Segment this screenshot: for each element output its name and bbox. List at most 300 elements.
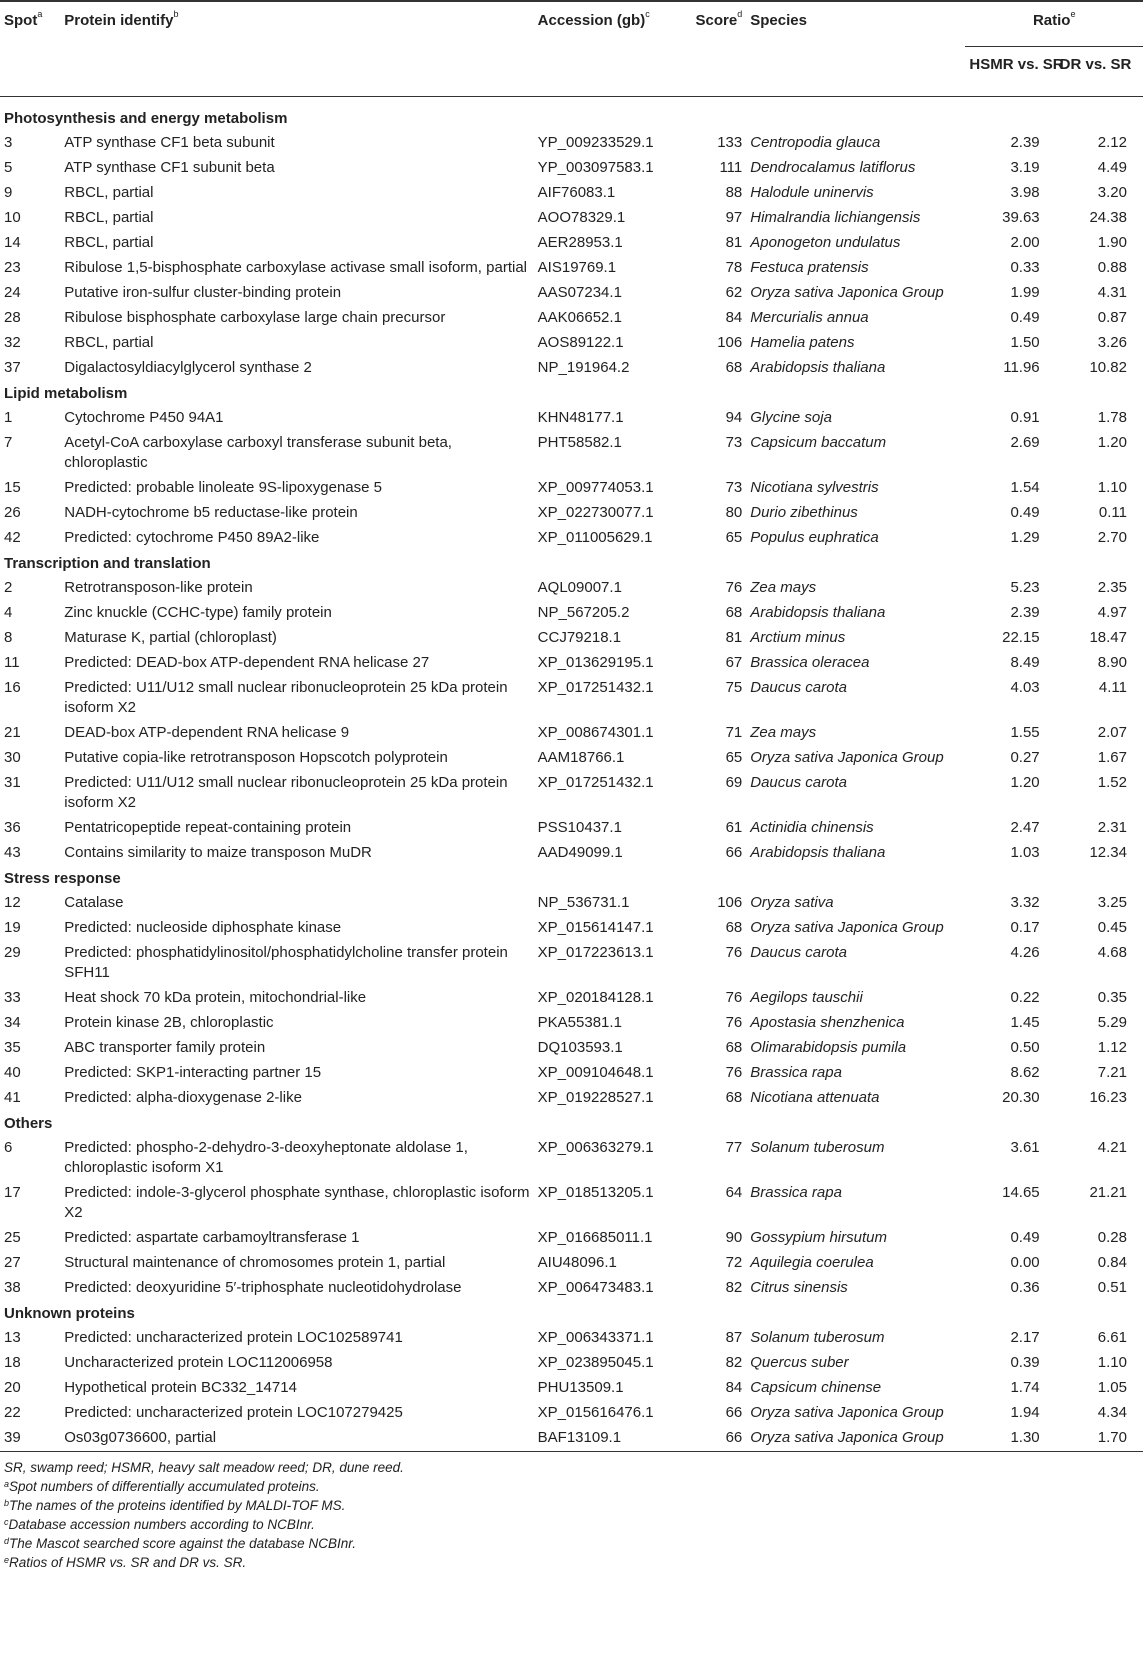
- ratio-dr-cell: 2.35: [1097, 579, 1127, 596]
- accession-cell: AAD49099.1: [537, 844, 623, 861]
- table-row: [0, 1011, 1143, 1036]
- score-cell: 106: [717, 334, 743, 351]
- score-cell: 61: [725, 819, 743, 836]
- ratio-dr-cell: 3.20: [1097, 184, 1127, 201]
- footnote-text: SR, swamp reed; HSMR, heavy salt meadow reed; DR, dune reed.: [4, 1460, 404, 1475]
- accession-cell: XP_009104648.1: [537, 1064, 654, 1081]
- species-cell: Oryza sativa Japonica Group: [750, 1404, 944, 1421]
- ratio-dr-cell: 4.49: [1097, 159, 1127, 176]
- ratio-dr-cell: 0.28: [1097, 1229, 1127, 1246]
- spot-cell: 32: [4, 334, 21, 351]
- protein-cell: Predicted: phospho-2-dehydro-3-deoxyheptonate aldolase 1, chloroplastic isoform X1: [64, 1139, 468, 1176]
- accession-cell: PHU13509.1: [537, 1379, 624, 1396]
- accession-cell: XP_009774053.1: [537, 479, 654, 496]
- score-cell: 76: [725, 579, 743, 596]
- species-cell: Brassica oleracea: [750, 654, 870, 671]
- footnote: [4, 1458, 1143, 1477]
- score-cell: 76: [725, 1064, 743, 1081]
- ratio-dr-cell: 2.31: [1097, 819, 1127, 836]
- accession-cell: AOS89122.1: [537, 334, 624, 351]
- protein-cell: Protein kinase 2B, chloroplastic: [64, 1014, 274, 1031]
- ratio-dr-cell: 7.21: [1097, 1064, 1127, 1081]
- ratio-dr-cell: 1.10: [1097, 1354, 1127, 1371]
- protein-cell: Catalase: [64, 894, 124, 911]
- table-row: [0, 1061, 1143, 1086]
- ratio-hsmr-cell: 2.39: [1010, 134, 1040, 151]
- protein-cell: Predicted: alpha-dioxygenase 2-like: [64, 1089, 302, 1106]
- ratio-hsmr-cell: 1.94: [1010, 1404, 1040, 1421]
- accession-cell: NP_536731.1: [537, 894, 630, 911]
- ratio-dr-cell: 0.45: [1097, 919, 1127, 936]
- protein-cell: ATP synthase CF1 subunit beta: [64, 159, 275, 176]
- ratio-hsmr-cell: 2.00: [1010, 234, 1040, 251]
- species-cell: Apostasia shenzhenica: [750, 1014, 905, 1031]
- header-species: Species: [750, 12, 807, 29]
- accession-cell: XP_013629195.1: [537, 654, 654, 671]
- spot-cell: 1: [4, 409, 13, 426]
- table-row: [0, 1376, 1143, 1401]
- ratio-dr-cell: 0.51: [1097, 1279, 1127, 1296]
- table-row: [0, 501, 1143, 526]
- table-row: [0, 256, 1143, 281]
- species-cell: Arabidopsis thaliana: [750, 359, 886, 376]
- ratio-hsmr-cell: 3.61: [1010, 1139, 1040, 1156]
- species-cell: Actinidia chinensis: [750, 819, 874, 836]
- ratio-hsmr-cell: 0.91: [1010, 409, 1040, 426]
- ratio-hsmr-cell: 1.54: [1010, 479, 1040, 496]
- species-cell: Quercus suber: [750, 1354, 849, 1371]
- spot-cell: 24: [4, 284, 21, 301]
- ratio-dr-cell: 6.61: [1097, 1329, 1127, 1346]
- ratio-hsmr-cell: 1.03: [1010, 844, 1040, 861]
- ratio-hsmr-cell: 4.03: [1010, 679, 1040, 696]
- footnote-text: The names of the proteins identified by MALDI-TOF MS.: [9, 1498, 346, 1513]
- accession-cell: AQL09007.1: [537, 579, 622, 596]
- spot-cell: 7: [4, 434, 13, 451]
- accession-cell: XP_011005629.1: [537, 529, 653, 546]
- ratio-dr-cell: 0.87: [1097, 309, 1127, 326]
- protein-cell: RBCL, partial: [64, 234, 154, 251]
- footnote-mark: d: [4, 1536, 10, 1546]
- protein-cell: Uncharacterized protein LOC112006958: [64, 1354, 333, 1371]
- accession-cell: XP_006473483.1: [537, 1279, 654, 1296]
- category-row: [0, 1301, 1143, 1326]
- category-label: Stress response: [4, 870, 121, 887]
- species-cell: Oryza sativa Japonica Group: [750, 919, 944, 936]
- spot-cell: 40: [4, 1064, 21, 1081]
- accession-cell: AIF76083.1: [537, 184, 616, 201]
- species-cell: Zea mays: [750, 724, 817, 741]
- ratio-dr-cell: 0.35: [1097, 989, 1127, 1006]
- footnotes: [0, 1451, 1143, 1572]
- protein-cell: RBCL, partial: [64, 184, 154, 201]
- ratio-hsmr-cell: 8.49: [1010, 654, 1040, 671]
- ratio-hsmr-cell: 1.20: [1010, 774, 1040, 791]
- species-cell: Himalrandia lichiangensis: [750, 209, 921, 226]
- spot-cell: 26: [4, 504, 21, 521]
- spot-cell: 18: [4, 1354, 21, 1371]
- score-cell: 73: [725, 434, 743, 451]
- protein-cell: ABC transporter family protein: [64, 1039, 266, 1056]
- accession-cell: XP_008674301.1: [537, 724, 654, 741]
- footnote: [4, 1477, 1143, 1496]
- ratio-hsmr-cell: 1.55: [1010, 724, 1040, 741]
- accession-cell: DQ103593.1: [537, 1039, 623, 1056]
- accession-cell: PHT58582.1: [537, 434, 622, 451]
- ratio-dr-cell: 1.90: [1097, 234, 1127, 251]
- header-spot: Spot$^a$: [4, 9, 43, 29]
- footnote-text: Ratios of HSMR vs. SR and DR vs. SR.: [9, 1555, 247, 1570]
- accession-cell: AIS19769.1: [537, 259, 617, 276]
- species-cell: Nicotiana sylvestris: [750, 479, 879, 496]
- category-label: Transcription and translation: [4, 555, 211, 572]
- protein-cell: Ribulose bisphosphate carboxylase large chain precursor: [64, 309, 446, 326]
- ratio-dr-cell: 3.26: [1097, 334, 1127, 351]
- ratio-hsmr-cell: 0.36: [1010, 1279, 1040, 1296]
- spot-cell: 4: [4, 604, 13, 621]
- score-cell: 68: [725, 919, 743, 936]
- protein-cell: Structural maintenance of chromosomes protein 1, partial: [64, 1254, 446, 1271]
- ratio-dr-cell: 2.07: [1097, 724, 1127, 741]
- spot-cell: 36: [4, 819, 21, 836]
- accession-cell: XP_015614147.1: [537, 919, 654, 936]
- species-cell: Dendrocalamus latiflorus: [750, 159, 916, 176]
- footnote-mark: e: [4, 1555, 10, 1565]
- table-row: [0, 1401, 1143, 1426]
- protein-cell: Putative copia-like retrotransposon Hopscotch polyprotein: [64, 749, 448, 766]
- ratio-hsmr-cell: 1.45: [1010, 1014, 1040, 1031]
- accession-cell: AER28953.1: [537, 234, 623, 251]
- ratio-dr-cell: 1.67: [1097, 749, 1127, 766]
- protein-cell: Predicted: SKP1-interacting partner 15: [64, 1064, 322, 1081]
- table-row: [0, 331, 1143, 356]
- spot-cell: 34: [4, 1014, 21, 1031]
- category-row: [0, 551, 1143, 576]
- footnote: [4, 1496, 1143, 1515]
- table-row: [0, 651, 1143, 676]
- table-row: [0, 181, 1143, 206]
- ratio-hsmr-cell: 0.39: [1010, 1354, 1040, 1371]
- table-row: [0, 131, 1143, 156]
- ratio-dr-cell: 4.34: [1097, 1404, 1127, 1421]
- ratio-dr-cell: 1.78: [1097, 409, 1127, 426]
- score-cell: 76: [725, 989, 743, 1006]
- spot-cell: 6: [4, 1139, 13, 1156]
- table-row: [0, 746, 1143, 771]
- score-cell: 84: [725, 309, 743, 326]
- spot-cell: 14: [4, 234, 21, 251]
- table-row: [0, 281, 1143, 306]
- table-row: [0, 916, 1143, 941]
- ratio-hsmr-cell: 20.30: [1002, 1089, 1040, 1106]
- ratio-dr-cell: 18.47: [1089, 629, 1127, 646]
- table-row: [0, 406, 1143, 431]
- species-cell: Aegilops tauschii: [750, 989, 863, 1006]
- species-cell: Arabidopsis thaliana: [750, 844, 886, 861]
- ratio-hsmr-cell: 0.27: [1010, 749, 1040, 766]
- footnote-mark: b: [4, 1498, 10, 1508]
- ratio-hsmr-cell: 1.99: [1010, 284, 1040, 301]
- table-row: [0, 816, 1143, 841]
- accession-cell: PSS10437.1: [537, 819, 622, 836]
- spot-cell: 31: [4, 774, 21, 791]
- ratio-hsmr-cell: 11.96: [1003, 359, 1040, 376]
- table-row: [0, 356, 1143, 381]
- spot-cell: 10: [4, 209, 21, 226]
- category-label: Lipid metabolism: [4, 385, 128, 402]
- footnote: [4, 1553, 1143, 1572]
- ratio-dr-cell: 21.21: [1089, 1184, 1127, 1201]
- spot-cell: 27: [4, 1254, 21, 1271]
- protein-cell: Predicted: probable linoleate 9S-lipoxygenase 5: [64, 479, 382, 496]
- species-cell: Arctium minus: [750, 629, 846, 646]
- spot-cell: 42: [4, 529, 21, 546]
- score-cell: 78: [725, 259, 743, 276]
- ratio-dr-cell: 0.11: [1098, 504, 1127, 521]
- species-cell: Glycine soja: [750, 409, 832, 426]
- accession-cell: AAS07234.1: [537, 284, 622, 301]
- score-cell: 94: [725, 409, 743, 426]
- species-cell: Daucus carota: [750, 944, 847, 961]
- table-row: [0, 626, 1143, 651]
- ratio-hsmr-cell: 0.49: [1010, 1229, 1040, 1246]
- score-cell: 97: [725, 209, 743, 226]
- protein-cell: Predicted: indole-3-glycerol phosphate synthase, chloroplastic isoform X2: [64, 1184, 530, 1221]
- protein-cell: NADH-cytochrome b5 reductase-like protein: [64, 504, 358, 521]
- ratio-dr-cell: 3.25: [1097, 894, 1127, 911]
- species-cell: Festuca pratensis: [750, 259, 869, 276]
- spot-cell: 15: [4, 479, 21, 496]
- species-cell: Hamelia patens: [750, 334, 855, 351]
- score-cell: 66: [725, 1429, 743, 1446]
- protein-cell: Cytochrome P450 94A1: [64, 409, 224, 426]
- accession-cell: XP_016685011.1: [537, 1229, 653, 1246]
- score-cell: 75: [725, 679, 743, 696]
- ratio-hsmr-cell: 1.74: [1010, 1379, 1040, 1396]
- header-accession: Accession (gb)$^c$: [537, 9, 650, 29]
- accession-cell: XP_006363279.1: [537, 1139, 654, 1156]
- score-cell: 82: [725, 1279, 743, 1296]
- protein-cell: Predicted: uncharacterized protein LOC107279425: [64, 1404, 403, 1421]
- accession-cell: PKA55381.1: [537, 1014, 622, 1031]
- table-row: [0, 1251, 1143, 1276]
- species-cell: Durio zibethinus: [750, 504, 858, 521]
- protein-cell: Predicted: U11/U12 small nuclear ribonucleoprotein 25 kDa protein isoform X2: [64, 679, 508, 716]
- spot-cell: 30: [4, 749, 21, 766]
- accession-cell: XP_023895045.1: [537, 1354, 654, 1371]
- footnote-mark: a: [4, 1479, 10, 1489]
- species-cell: Gossypium hirsutum: [750, 1229, 887, 1246]
- protein-cell: Os03g0736600, partial: [64, 1429, 217, 1446]
- ratio-dr-cell: 4.11: [1098, 679, 1127, 696]
- species-cell: Oryza sativa Japonica Group: [750, 1429, 944, 1446]
- spot-cell: 21: [4, 724, 21, 741]
- ratio-hsmr-cell: 0.49: [1010, 309, 1040, 326]
- table-row: [0, 1351, 1143, 1376]
- accession-cell: XP_015616476.1: [537, 1404, 654, 1421]
- score-cell: 71: [725, 724, 743, 741]
- protein-cell: Heat shock 70 kDa protein, mitochondrial-like: [64, 989, 367, 1006]
- ratio-hsmr-cell: 3.19: [1010, 159, 1040, 176]
- ratio-hsmr-cell: 0.00: [1010, 1254, 1040, 1271]
- ratio-dr-cell: 0.84: [1097, 1254, 1127, 1271]
- table-row: [0, 476, 1143, 501]
- footnote-text: Spot numbers of differentially accumulated proteins.: [9, 1479, 320, 1494]
- spot-cell: 17: [4, 1184, 21, 1201]
- score-cell: 67: [725, 654, 743, 671]
- score-cell: 82: [725, 1354, 743, 1371]
- table-row: [0, 841, 1143, 866]
- ratio-dr-cell: 0.88: [1097, 259, 1127, 276]
- score-cell: 65: [725, 749, 743, 766]
- ratio-dr-cell: 10.82: [1089, 359, 1127, 376]
- protein-cell: Ribulose 1,5-bisphosphate carboxylase activase small isoform, partial: [64, 259, 527, 276]
- accession-cell: XP_017223613.1: [537, 944, 654, 961]
- species-cell: Olimarabidopsis pumila: [750, 1039, 907, 1056]
- category-label: Photosynthesis and energy metabolism: [4, 110, 288, 127]
- protein-cell: Putative iron-sulfur cluster-binding protein: [64, 284, 342, 301]
- ratio-hsmr-cell: 0.50: [1010, 1039, 1040, 1056]
- score-cell: 88: [725, 184, 743, 201]
- ratio-dr-cell: 8.90: [1097, 654, 1127, 671]
- header-ratio-dr: DR vs. SR: [1059, 56, 1132, 73]
- ratio-dr-cell: 4.68: [1097, 944, 1127, 961]
- protein-cell: Maturase K, partial (chloroplast): [64, 629, 277, 646]
- score-cell: 133: [717, 134, 743, 151]
- score-cell: 72: [725, 1254, 743, 1271]
- ratio-hsmr-cell: 2.17: [1010, 1329, 1040, 1346]
- species-cell: Solanum tuberosum: [750, 1139, 885, 1156]
- table-row: [0, 1426, 1143, 1451]
- category-label: Unknown proteins: [4, 1305, 135, 1322]
- protein-cell: RBCL, partial: [64, 209, 154, 226]
- accession-cell: XP_018513205.1: [537, 1184, 654, 1201]
- spot-cell: 5: [4, 159, 13, 176]
- ratio-hsmr-cell: 2.69: [1010, 434, 1040, 451]
- accession-cell: XP_019228527.1: [537, 1089, 654, 1106]
- spot-cell: 20: [4, 1379, 21, 1396]
- protein-cell: Zinc knuckle (CCHC-type) family protein: [64, 604, 332, 621]
- spot-cell: 41: [4, 1089, 21, 1106]
- ratio-dr-cell: 1.20: [1097, 434, 1127, 451]
- species-cell: Citrus sinensis: [750, 1279, 848, 1296]
- ratio-dr-cell: 1.05: [1097, 1379, 1127, 1396]
- footnote-text: The Mascot searched score against the database NCBInr.: [9, 1536, 356, 1551]
- ratio-dr-cell: 24.38: [1089, 209, 1127, 226]
- ratio-hsmr-cell: 22.15: [1002, 629, 1040, 646]
- ratio-hsmr-cell: 3.32: [1010, 894, 1040, 911]
- ratio-dr-cell: 4.97: [1097, 604, 1127, 621]
- table-row: [0, 206, 1143, 231]
- score-cell: 90: [725, 1229, 743, 1246]
- spot-cell: 3: [4, 134, 13, 151]
- species-cell: Daucus carota: [750, 679, 847, 696]
- score-cell: 87: [725, 1329, 743, 1346]
- accession-cell: NP_191964.2: [537, 359, 630, 376]
- footnote: [4, 1515, 1143, 1534]
- score-cell: 84: [725, 1379, 743, 1396]
- ratio-hsmr-cell: 1.29: [1010, 529, 1040, 546]
- species-cell: Brassica rapa: [750, 1064, 842, 1081]
- ratio-hsmr-cell: 0.17: [1010, 919, 1040, 936]
- table-header: [0, 1, 1143, 97]
- accession-cell: XP_017251432.1: [537, 774, 654, 791]
- header-ratio-hsmr: HSMR vs. SR: [969, 56, 1064, 73]
- species-cell: Zea mays: [750, 579, 817, 596]
- table-row: [0, 576, 1143, 601]
- ratio-dr-cell: 16.23: [1089, 1089, 1127, 1106]
- accession-cell: YP_009233529.1: [537, 134, 654, 151]
- score-cell: 77: [725, 1139, 743, 1156]
- spot-cell: 8: [4, 629, 13, 646]
- table-row: [0, 1276, 1143, 1301]
- spot-cell: 39: [4, 1429, 21, 1446]
- spot-cell: 16: [4, 679, 21, 696]
- spot-cell: 35: [4, 1039, 21, 1056]
- species-cell: Oryza sativa Japonica Group: [750, 749, 944, 766]
- spot-cell: 11: [4, 654, 20, 671]
- ratio-dr-cell: 4.21: [1097, 1139, 1127, 1156]
- protein-cell: RBCL, partial: [64, 334, 154, 351]
- species-cell: Nicotiana attenuata: [750, 1089, 880, 1106]
- ratio-hsmr-cell: 0.49: [1010, 504, 1040, 521]
- category-label: Others: [4, 1115, 53, 1132]
- table-row: [0, 676, 1143, 721]
- ratio-dr-cell: 2.70: [1097, 529, 1127, 546]
- accession-cell: NP_567205.2: [537, 604, 630, 621]
- protein-cell: Acetyl-CoA carboxylase carboxyl transferase subunit beta, chloroplastic: [64, 434, 452, 471]
- species-cell: Oryza sativa: [750, 894, 834, 911]
- protein-cell: Predicted: uncharacterized protein LOC102589741: [64, 1329, 403, 1346]
- protein-cell: Digalactosyldiacylglycerol synthase 2: [64, 359, 312, 376]
- species-cell: Centropodia glauca: [750, 134, 881, 151]
- spot-cell: 9: [4, 184, 13, 201]
- ratio-hsmr-cell: 0.22: [1010, 989, 1040, 1006]
- accession-cell: AAK06652.1: [537, 309, 622, 326]
- table-row: [0, 771, 1143, 816]
- protein-cell: Predicted: phosphatidylinositol/phosphatidylcholine transfer protein SFH11: [64, 944, 508, 981]
- ratio-dr-cell: 1.10: [1097, 479, 1127, 496]
- table-row: [0, 1136, 1143, 1181]
- table-row: [0, 431, 1143, 476]
- species-cell: Daucus carota: [750, 774, 847, 791]
- table-row: [0, 891, 1143, 916]
- spot-cell: 22: [4, 1404, 21, 1421]
- species-cell: Capsicum chinense: [750, 1379, 882, 1396]
- spot-cell: 13: [4, 1329, 21, 1346]
- score-cell: 73: [725, 479, 743, 496]
- table-row: [0, 1326, 1143, 1351]
- table-row: [0, 156, 1143, 181]
- protein-cell: Contains similarity to maize transposon MuDR: [64, 844, 372, 861]
- ratio-hsmr-cell: 14.65: [1002, 1184, 1040, 1201]
- species-cell: Halodule uninervis: [750, 184, 874, 201]
- table-row: [0, 601, 1143, 626]
- ratio-hsmr-cell: 2.39: [1010, 604, 1040, 621]
- table-row: [0, 941, 1143, 986]
- accession-cell: CCJ79218.1: [537, 629, 622, 646]
- score-cell: 80: [725, 504, 743, 521]
- accession-cell: BAF13109.1: [537, 1429, 622, 1446]
- score-cell: 68: [725, 1039, 743, 1056]
- ratio-hsmr-cell: 1.30: [1010, 1429, 1040, 1446]
- score-cell: 68: [725, 1089, 743, 1106]
- ratio-hsmr-cell: 2.47: [1010, 819, 1040, 836]
- species-cell: Aquilegia coerulea: [750, 1254, 874, 1271]
- species-cell: Mercurialis annua: [750, 309, 869, 326]
- category-row: [0, 97, 1143, 132]
- ratio-dr-cell: 12.34: [1089, 844, 1127, 861]
